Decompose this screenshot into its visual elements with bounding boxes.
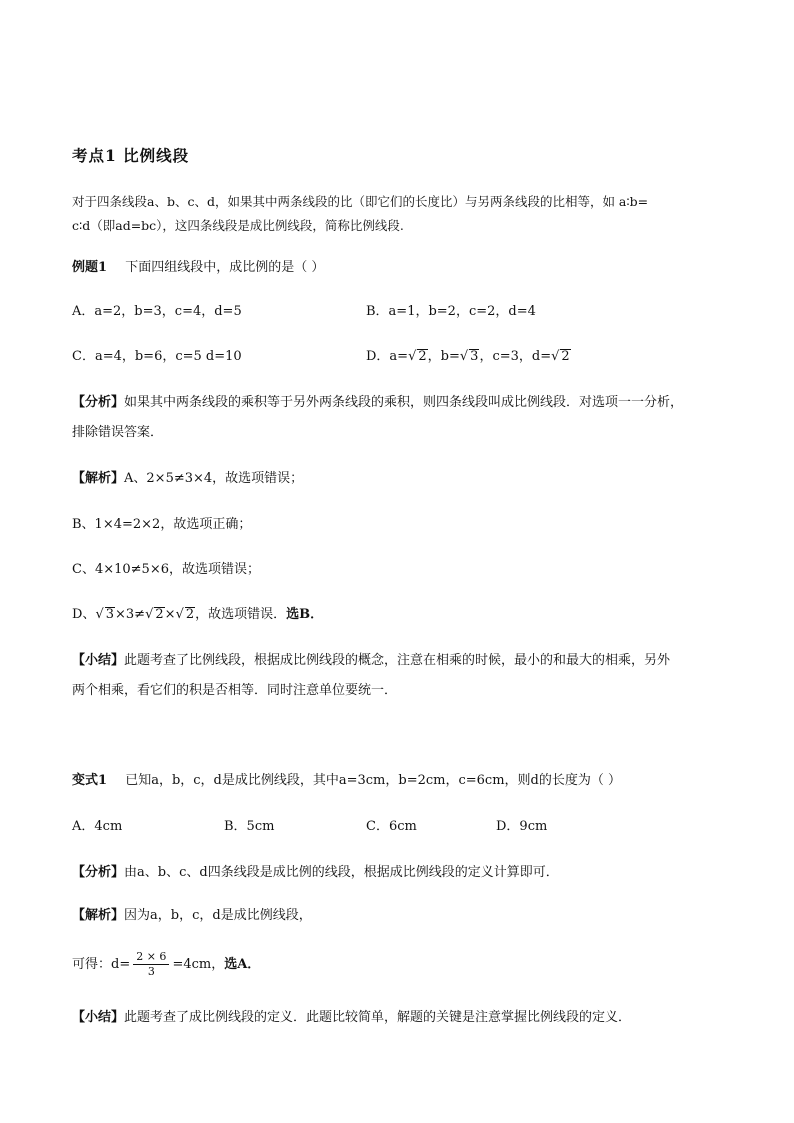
variant1-header — [72, 771, 621, 791]
variant-solution-text: 因为a，b，c，d是成比例线段， — [124, 908, 312, 923]
sqrt-2b: 2 — [561, 349, 570, 364]
variant1-label: 变式1 — [72, 773, 108, 788]
intro-line-1: 对于四条线段a、b、c、d，如果其中两条线段的比（即它们的长度比）与另两条线段的比相等，如 a∶b= — [72, 194, 649, 209]
section-title: 考点1 比例线段 — [72, 146, 190, 165]
variant-analysis-tag: 【分析】 — [72, 865, 125, 880]
solution-d: D、√ 3×3≠√ 2×√ 2，故选项错误．选B． — [72, 607, 324, 622]
solution-a: A、2×5≠3×4，故选项错误； — [124, 471, 304, 486]
solution-d-times: × — [164, 607, 176, 622]
intro-line-2: c∶d（即ad=bc），这四条线段是成比例线段，简称比例线段. — [72, 218, 404, 233]
sqrt-3: 3 — [470, 349, 479, 364]
variant1-option-b: B．5cm — [224, 819, 275, 834]
solution-c: C、4×10≠5×6，故选项错误； — [72, 562, 260, 577]
option-d-mid1: ，b= — [427, 349, 460, 364]
example1-option-d: D．a=√ 2，b=√ 3，c=3，d=√ 2 — [366, 349, 570, 364]
analysis-tag: 【分析】 — [72, 395, 125, 410]
formula-prefix: 可得：d= — [72, 957, 131, 972]
variant1-question: 已知a，b，c，d是成比例线段，其中a=3cm，b=2cm，c=6cm，则d的长度为（ ） — [125, 773, 621, 788]
example1-question: 下面四组线段中，成比例的是（ ） — [125, 260, 325, 275]
variant-summary-text: 此题考查了成比例线段的定义．此题比较简单，解题的关键是注意掌握比例线段的定义． — [124, 1010, 632, 1025]
example1-option-b: B．a=1，b=2，c=2，d=4 — [366, 304, 536, 319]
variant1-option-c: C．6cm — [366, 819, 417, 834]
option-d-mid2: ，c=3，d= — [479, 349, 552, 364]
variant1-option-a: A．4cm — [72, 819, 123, 834]
example1-summary — [72, 651, 670, 671]
option-d-prefix: D．a= — [366, 349, 409, 364]
variant1-option-d: D．9cm — [496, 819, 548, 834]
example1-solution — [72, 469, 303, 489]
variant1-solution-formula — [72, 950, 260, 980]
sqrt-2d: 2 — [185, 607, 195, 622]
example1-analysis-cont: 排除错误答案． — [72, 425, 164, 440]
variant1-summary — [72, 1008, 631, 1028]
example1-option-a: A．a=2，b=3，c=4，d=5 — [72, 304, 242, 319]
example1-label: 例题1 — [72, 260, 108, 275]
example1-analysis — [72, 393, 683, 413]
solution-d-answer: 选B． — [286, 607, 324, 622]
example1-summary-cont: 两个相乘，看它们的积是否相等．同时注意单位要统一． — [72, 683, 398, 698]
example1-header — [72, 258, 324, 278]
variant-summary-tag: 【小结】 — [72, 1010, 125, 1025]
formula-answer: 选A． — [224, 957, 261, 972]
analysis-text: 如果其中两条线段的乘积等于另外两条线段的乘积，则四条线段叫成比例线段．对选项一一分析， — [124, 395, 684, 410]
fraction-denominator: 3 — [147, 965, 155, 978]
sqrt-3b: 3 — [105, 607, 115, 622]
solution-d-mid: ×3≠ — [115, 607, 146, 622]
solution-b: B、1×4=2×2，故选项正确； — [72, 517, 252, 532]
solution-tag: 【解析】 — [72, 471, 125, 486]
variant-solution-tag: 【解析】 — [72, 908, 125, 923]
summary-tag: 【小结】 — [72, 653, 125, 668]
variant1-solution — [72, 906, 312, 926]
variant-analysis-text: 由a、b、c、d四条线段是成比例的线段，根据成比例线段的定义计算即可． — [124, 865, 559, 880]
formula-suffix: =4cm， — [172, 957, 225, 972]
example1-option-c: C．a=4，b=6，c=5 d=10 — [72, 349, 242, 364]
fraction-numerator: 2 × 6 — [133, 950, 169, 965]
solution-d-prefix: D、 — [72, 607, 96, 622]
solution-d-suffix: ，故选项错误． — [195, 607, 287, 622]
variant1-analysis — [72, 863, 559, 883]
summary-text: 此题考查了比例线段，根据成比例线段的概念，注意在相乘的时候，最小的和最大的相乘，另外 — [124, 653, 671, 668]
fraction — [133, 950, 169, 979]
sqrt-2: 2 — [418, 349, 427, 364]
sqrt-2c: 2 — [155, 607, 164, 622]
